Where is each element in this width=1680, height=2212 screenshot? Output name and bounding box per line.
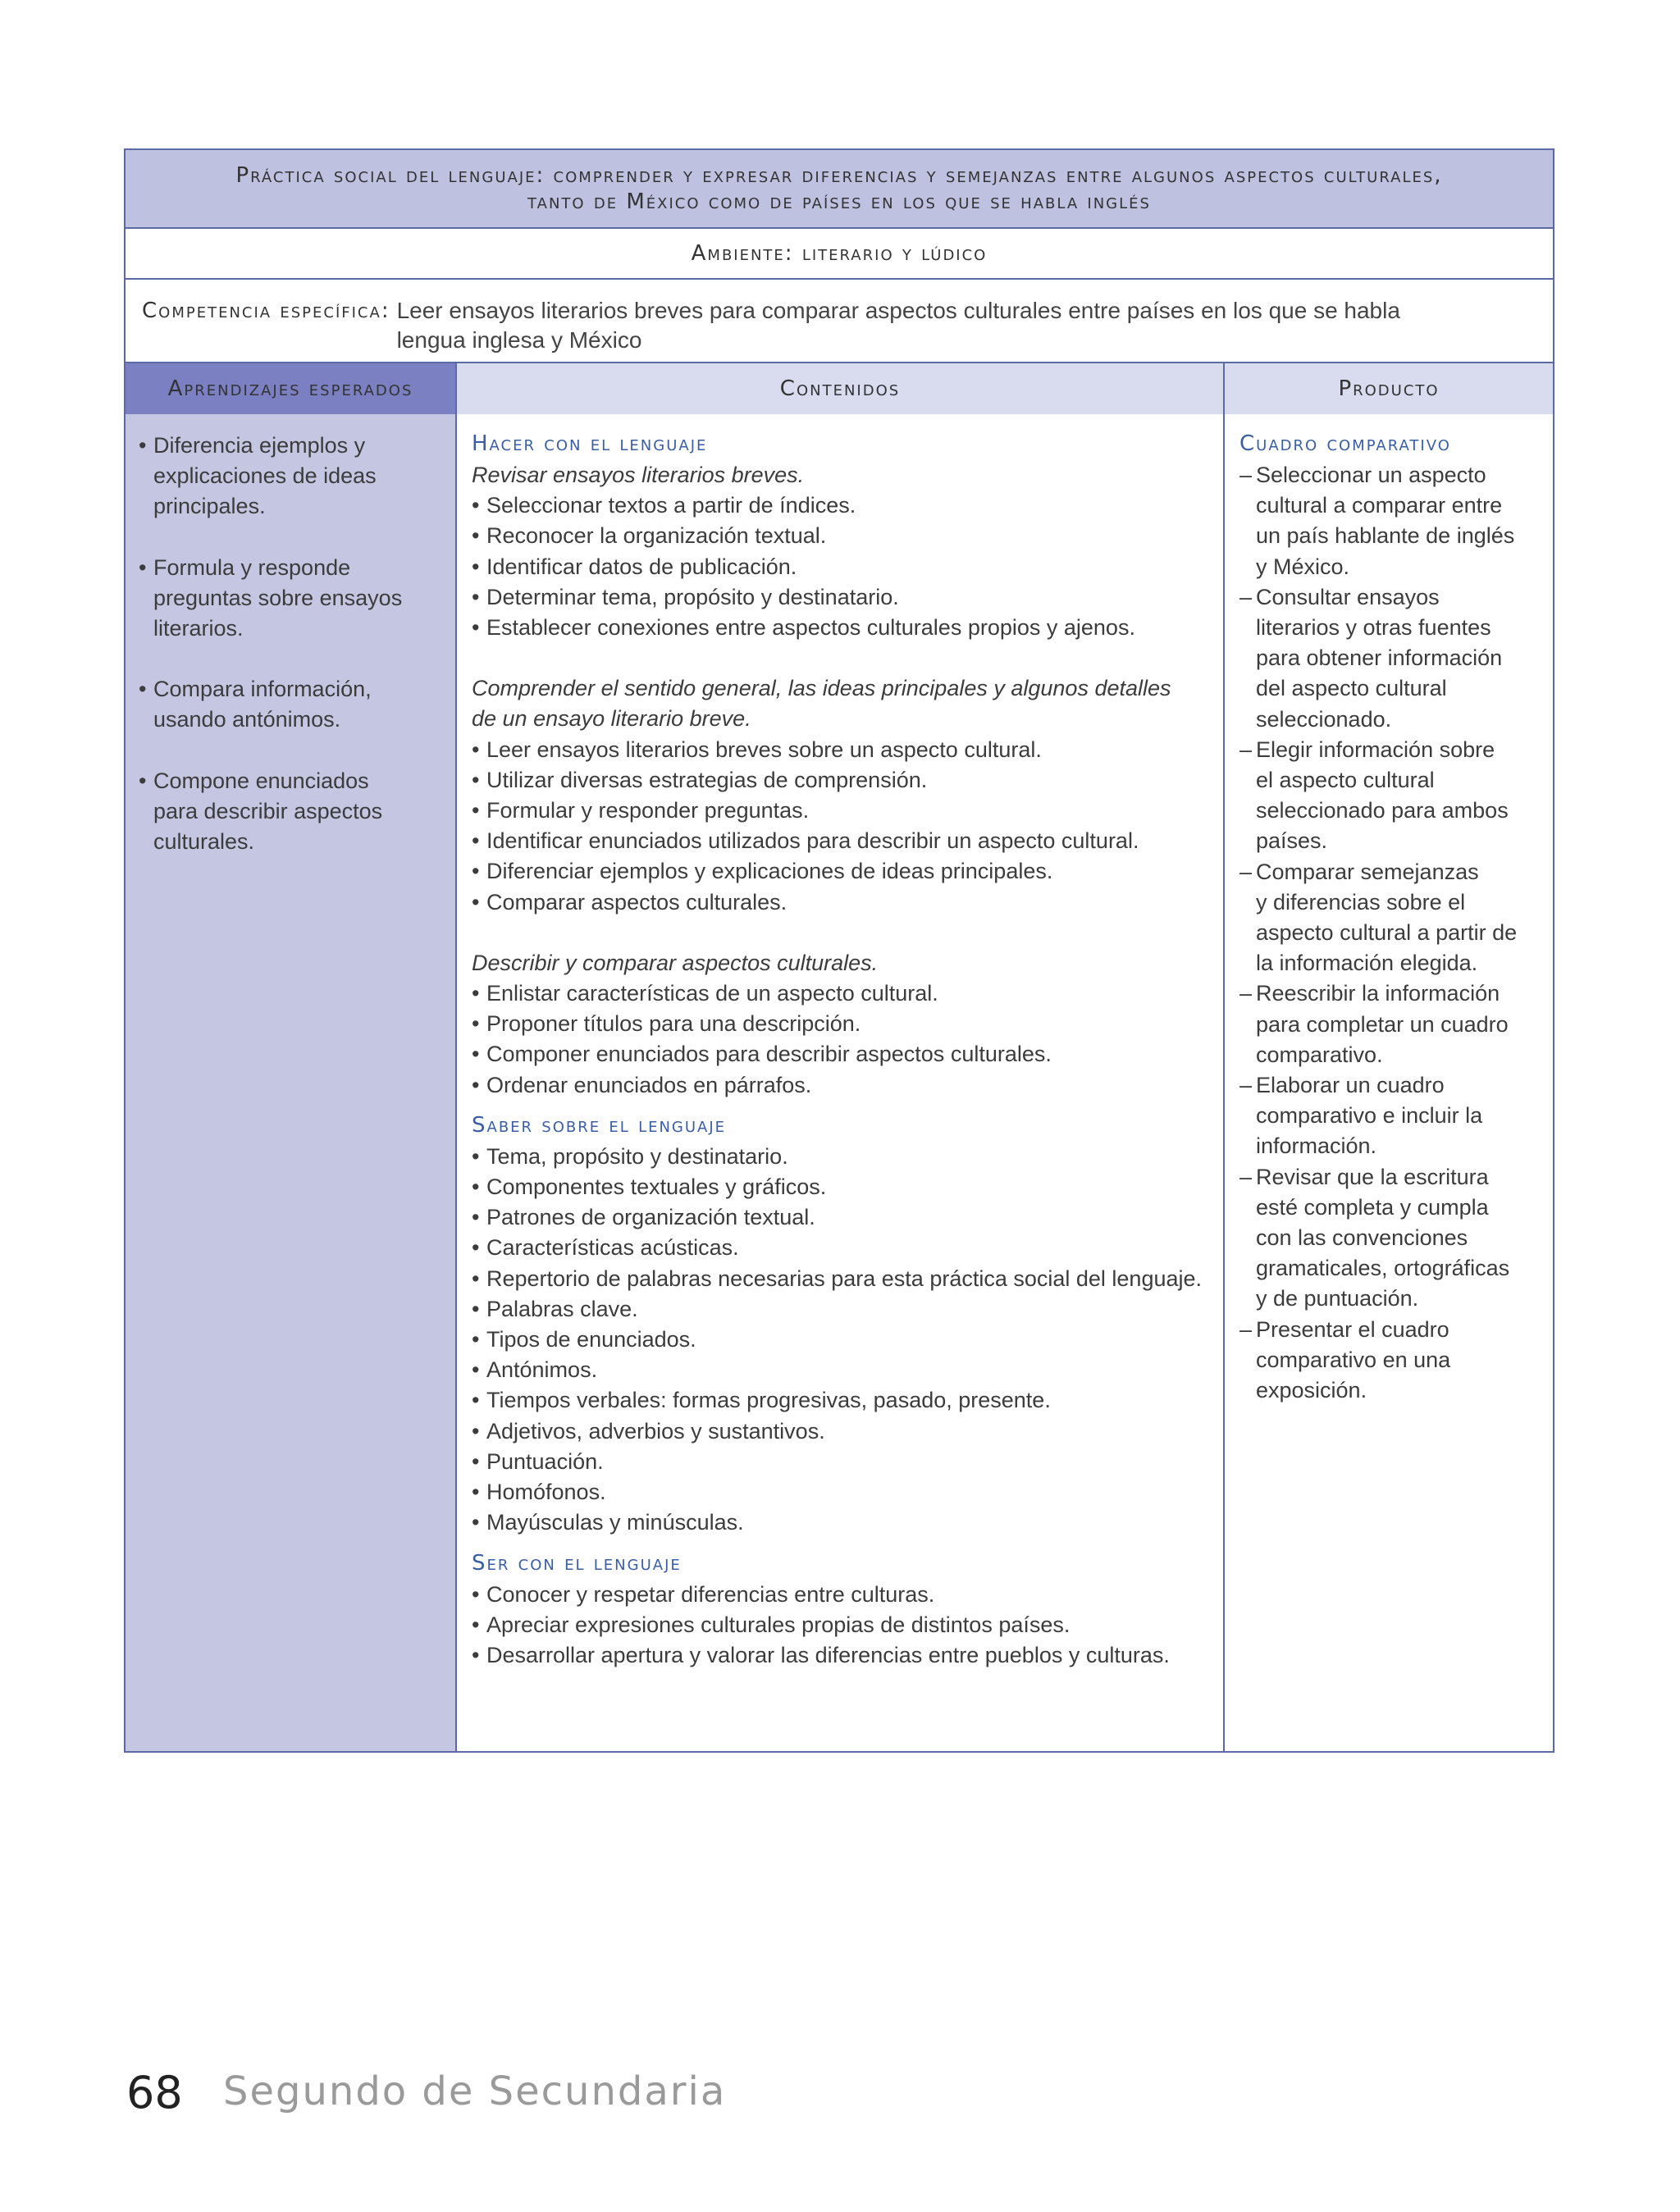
list-item [472,1477,1212,1507]
bullet: • [472,1418,480,1444]
bullet: • [472,523,480,549]
list-item-text: Componentes textuales y gráficos. [486,1174,827,1200]
bullet: • [472,1042,480,1067]
practice-title-line2: tanto de México como de países en los que se habla inglés [527,189,1151,214]
list-item [472,1172,1212,1202]
list-item-text: Tiempos verbales: formas progresivas, pasado, presente. [486,1388,1051,1413]
section-ser-title: Ser con el lenguaje [472,1550,682,1576]
producto-line: comparativo. [1256,1042,1383,1067]
producto-line: Comparar semejanzas [1256,859,1479,884]
producto-line: países. [1256,828,1328,854]
list-item [472,1142,1212,1172]
producto-line: un país hablante de inglés [1256,523,1515,549]
bullet: • [472,1174,480,1200]
header-contenidos: Contenidos [457,363,1225,414]
bullet: • [472,737,480,762]
dash: – [1239,1316,1253,1342]
producto-item [1239,582,1545,735]
bullet: • [472,1205,480,1230]
bullet: • [139,768,147,793]
producto-column [1225,414,1553,1751]
list-item [472,1202,1212,1233]
producto-line: Seleccionar un aspecto [1256,463,1486,487]
producto-item [1239,1162,1545,1315]
list-item-text: Adjetivos, adverbios y sustantivos. [486,1418,825,1444]
list-item [472,552,1212,582]
competencia-label: Competencia específica: [142,299,390,323]
producto-line: Consultar ensayos [1256,584,1440,609]
producto-line: información. [1256,1133,1377,1159]
dash: – [1239,1073,1253,1098]
producto-line: esté completa y cumpla [1256,1194,1489,1220]
competencia-line: lengua inglesa y México [396,327,642,353]
producto-item [1239,1315,1545,1407]
bullet: • [472,1581,480,1607]
list-item-text: Establecer conexiones entre aspectos culturales propios y ajenos. [486,615,1135,641]
list-item-text: Identificar enunciados utilizados para describir un aspecto cultural. [486,828,1139,854]
list-item-text: Características acústicas. [486,1235,739,1261]
list-item-text: Comparar aspectos culturales. [486,889,788,914]
producto-line: Reescribir la información [1256,981,1500,1006]
list-item-text: Utilizar diversas estrategias de comprensión. [486,767,928,792]
aprendizaje-line: explicaciones de ideas [153,463,377,489]
aprendizaje-line: Compara información, [153,677,372,702]
list-item-text: Tema, propósito y destinatario. [486,1143,788,1169]
bullet: • [472,1296,480,1321]
list-item [472,1070,1212,1101]
list-item-text: Enlistar características de un aspecto cultural. [486,981,938,1006]
list-item [472,613,1212,643]
producto-line: el aspecto cultural [1256,768,1435,793]
producto-line: para obtener información [1256,645,1503,671]
producto-line: cultural a comparar entre [1256,493,1503,518]
producto-line: con las convenciones [1256,1225,1468,1251]
producto-line: comparativo e incluir la [1256,1103,1483,1129]
producto-item [1239,857,1545,979]
aprendizaje-line: principales. [153,494,266,519]
dash: – [1239,859,1253,884]
competencia-text [397,296,1400,362]
aprendizaje-line: Compone enunciados [153,768,369,793]
producto-item [1239,978,1545,1070]
bullet: • [472,828,480,854]
list-item [472,826,1212,856]
list-item [472,765,1212,796]
practice-title [126,150,1553,229]
bullet: • [472,1510,480,1535]
list-item-text: Puntuación. [486,1448,604,1474]
aprendizaje-line: Diferencia ejemplos y [153,433,366,458]
producto-line: seleccionado para ambos [1256,798,1509,823]
list-item [472,1507,1212,1538]
table-body [126,414,1553,1751]
list-item [472,796,1212,826]
bullet: • [139,677,147,702]
hacer-list-3 [472,978,1212,1101]
list-item-text: Mayúsculas y minúsculas. [486,1510,744,1535]
header-producto: Producto [1225,363,1553,414]
producto-line: y México. [1256,554,1350,579]
hacer-intro-3: Describir y comparar aspectos culturales. [472,950,879,975]
list-item [472,521,1212,551]
list-item-text: Determinar tema, propósito y destinatario. [486,584,899,609]
aprendizajes-column [126,414,457,1751]
bullet: • [472,615,480,641]
book-title: Segundo de Secundaria [223,2068,727,2114]
producto-line: y diferencias sobre el [1256,889,1466,914]
bullet: • [472,1642,480,1667]
list-item [472,978,1212,1009]
producto-line: y de puntuación. [1256,1286,1419,1311]
list-item-text: Identificar datos de publicación. [486,554,797,579]
list-item-text: Proponer títulos para una descripción. [486,1011,861,1037]
list-item-text: Reconocer la organización textual. [486,523,827,549]
hacer-list-1 [472,490,1212,643]
list-item [472,1416,1212,1447]
aprendizajes-list [139,431,447,857]
saber-list [472,1142,1212,1539]
list-item [472,1294,1212,1325]
producto-line: Revisar que la escritura [1256,1164,1489,1189]
list-item-text: Diferenciar ejemplos y explicaciones de ideas principales. [486,859,1053,884]
bullet: • [472,1327,480,1352]
producto-item [1239,735,1545,857]
bullet: • [472,981,480,1006]
aprendizaje-item [139,766,447,858]
bullet: • [472,1480,480,1505]
list-item [472,1325,1212,1355]
producto-line: Elaborar un cuadro [1256,1073,1445,1098]
aprendizaje-line: usando antónimos. [153,707,341,732]
aprendizaje-line: preguntas sobre ensayos [153,585,403,610]
list-item [472,1355,1212,1385]
bullet: • [472,584,480,609]
list-item-text: Tipos de enunciados. [486,1327,696,1352]
intro-line: de un ensayo literario breve. [472,706,751,732]
hacer-intro-2 [472,673,1212,734]
intro-line: Comprender el sentido general, las ideas principales y algunos detalles [472,676,1171,701]
bullet: • [472,1072,480,1097]
list-item-text: Patrones de organización textual. [486,1205,815,1230]
bullet: • [472,889,480,914]
list-item-text: Repertorio de palabras necesarias para esta práctica social del lenguaje. [486,1266,1203,1291]
practice-title-line1: Práctica social del lenguaje: comprender y expresar diferencias y semejanzas entre algunos aspectos culturales, [235,163,1443,188]
section-saber-title: Saber sobre el lenguaje [472,1112,727,1138]
header-aprendizajes: Aprendizajes esperados [126,363,457,414]
bullet: • [472,1388,480,1413]
producto-title: Cuadro comparativo [1239,431,1451,456]
list-item [472,1385,1212,1416]
producto-item [1239,1070,1545,1162]
producto-line: literarios y otras fuentes [1256,615,1491,641]
bullet: • [472,1357,480,1383]
aprendizaje-item [139,674,447,735]
list-item [472,582,1212,613]
bullet: • [472,1011,480,1037]
program-table [124,148,1554,1753]
aprendizaje-item [139,431,447,522]
bullet: • [472,1612,480,1637]
bullet: • [472,1448,480,1474]
producto-line: comparativo en una [1256,1347,1451,1372]
list-item [472,887,1212,918]
list-item [472,735,1212,765]
contenidos-column [457,414,1225,1751]
list-item-text: Componer enunciados para describir aspectos culturales. [486,1042,1052,1067]
list-item-text: Palabras clave. [486,1296,638,1321]
list-item-text: Formular y responder preguntas. [486,798,810,823]
bullet: • [472,1143,480,1169]
bullet: • [139,433,147,458]
list-item-text: Apreciar expresiones culturales propias de distintos países. [486,1612,1071,1637]
list-item [472,1610,1212,1640]
bullet: • [472,767,480,792]
ser-list [472,1580,1212,1672]
producto-line: la información elegida. [1256,951,1478,976]
list-item [472,1640,1212,1671]
list-item [472,1009,1212,1039]
dash: – [1239,737,1253,762]
bullet: • [139,554,147,580]
competencia [126,280,1553,363]
list-item [472,856,1212,887]
bullet: • [472,859,480,884]
producto-line: seleccionado. [1256,706,1392,732]
list-item-text: Ordenar enunciados en párrafos. [486,1072,812,1097]
producto-line: del aspecto cultural [1256,676,1447,701]
producto-line: Presentar el cuadro [1256,1316,1449,1342]
bullet: • [472,1235,480,1261]
list-item-text: Homófonos. [486,1480,606,1505]
producto-line: para completar un cuadro [1256,1011,1509,1037]
list-item [472,1039,1212,1070]
hacer-list-2 [472,735,1212,918]
list-item [472,1233,1212,1263]
list-item [472,490,1212,521]
aprendizaje-line: Formula y responde [153,554,351,580]
list-item [472,1580,1212,1610]
ambiente: Ambiente: literario y lúdico [126,229,1553,280]
aprendizaje-line: para describir aspectos [153,798,383,823]
dash: – [1239,584,1253,609]
aprendizaje-item [139,553,447,645]
aprendizaje-line: literarios. [153,616,244,641]
dash: – [1239,1164,1253,1189]
producto-line: exposición. [1256,1378,1367,1403]
bullet: • [472,1266,480,1291]
producto-line: aspecto cultural a partir de [1256,920,1518,946]
competencia-line: Leer ensayos literarios breves para comparar aspectos culturales entre países en los que se habla [396,298,1400,323]
list-item [472,1264,1212,1294]
list-item-text: Seleccionar textos a partir de índices. [486,493,856,518]
producto-line: gramaticales, ortográficas [1256,1256,1510,1281]
aprendizaje-line: culturales. [153,829,255,855]
list-item-text: Antónimos. [486,1357,598,1383]
dash: – [1239,981,1253,1006]
hacer-intro-1: Revisar ensayos literarios breves. [472,463,805,487]
column-headers [126,363,1553,414]
bullet: • [472,554,480,579]
list-item [472,1447,1212,1477]
list-item-text: Leer ensayos literarios breves sobre un aspecto cultural. [486,737,1042,762]
list-item-text: Desarrollar apertura y valorar las diferencias entre pueblos y culturas. [486,1642,1170,1667]
producto-line: Elegir información sobre [1256,737,1495,762]
page-number: 68 [126,2067,183,2119]
producto-item [1239,460,1545,582]
bullet: • [472,798,480,823]
dash: – [1239,463,1253,487]
section-hacer-title: Hacer con el lenguaje [472,431,708,456]
bullet: • [472,493,480,518]
list-item-text: Conocer y respetar diferencias entre culturas. [486,1581,935,1607]
producto-list [1239,460,1545,1406]
